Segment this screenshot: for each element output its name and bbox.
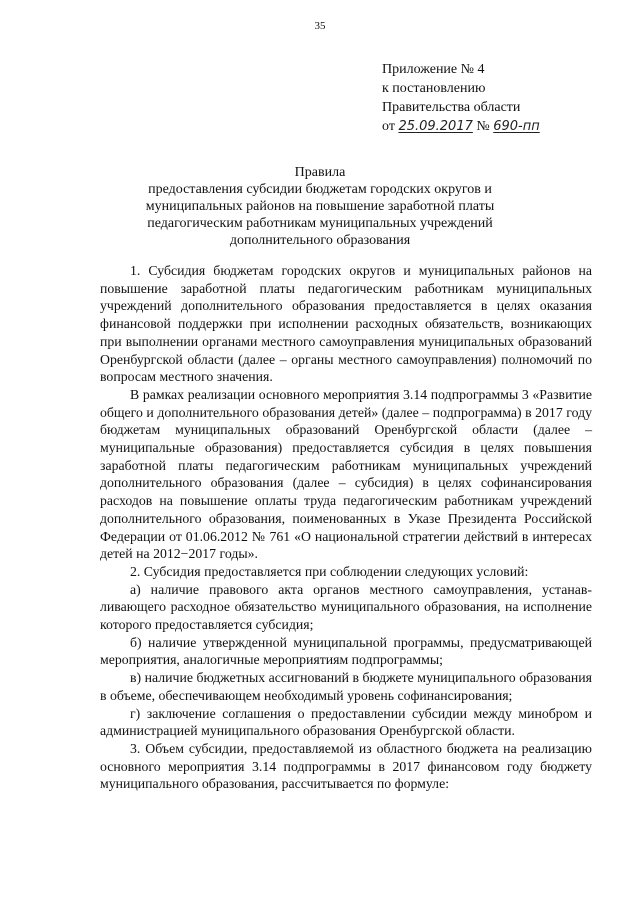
appendix-date-line (382, 117, 622, 136)
handwritten-date: 25.09.2017 (398, 119, 473, 134)
document-body (100, 262, 592, 793)
appendix-authority: Правительства области (382, 100, 521, 115)
title-line: предоставления субсидии бюджетам городских округов и (148, 182, 492, 197)
paragraph-1: 1. Субсидия бюджетам городских округов и муниципальных районов на повышение заработной платы педагогическим работникам муниципальных учреждений дополнительного образования предоставляется в целях оказания финансовой поддержки при исполнении расходных обязательств, возникающих при выполнении органами местного самоуправления муниципальных образований Оренбургской области (далее – органы местного самоуправления) полномочий по вопросам местного значения. (100, 263, 592, 385)
document-title (120, 164, 520, 249)
condition-c: в) наличие бюджетных ассигнований в бюджете муниципального образования в объеме, обеспечивающем необходимый уровень софинансирования; (100, 670, 592, 703)
paragraph-4: 3. Объем субсидии, предоставляемой из областного бюджета на реализацию основного мероприятия 3.14 подпрограммы в 2017 финансовом году бюджету муниципального образования, рассчитывается по формуле: (100, 740, 592, 792)
title-line: педагогическим работникам муниципальных учреждений (147, 216, 493, 231)
number-prefix: № (476, 119, 490, 134)
title-line: дополнительного образования (229, 233, 411, 248)
page-number: 35 (314, 20, 326, 32)
title-heading: Правила (294, 165, 346, 180)
condition-d: г) заключение соглашения о предоставлении субсидии между минобром и администрацией муниципального образования Оренбургской области. (100, 705, 592, 739)
paragraph-2: В рамках реализации основного мероприятия 3.14 подпрограммы 3 «Развитие общего и дополнительного образования детей» (далее – подпрограмма) в 2017 году бюджетам муниципальных образований Оренбургской области (далее – муниципальные образования) предоставляется субсидия в целях повышения заработной платы педагогическим работникам муниципальных учреждений дополнительного образования (далее – субсидия) в целях софинансирования расходов на повышение оплаты труда педагогическим работникам учреждений дополнительного образования, поименованных в Указе Президента Российской Федерации от 01.06.2012 № 761 «О национальной стратегии действий в интересах детей на 2012−2017 годы». (100, 386, 592, 562)
paragraph-3: 2. Субсидия предоставляется при соблюдении следующих условий: (130, 563, 529, 579)
appendix-reference: к постановлению (382, 81, 486, 96)
appendix-block (382, 60, 622, 136)
handwritten-number: 690-пп (493, 119, 540, 134)
title-line: муниципальных районов на повышение заработной платы (145, 199, 495, 214)
appendix-number: Приложение № 4 (382, 62, 485, 77)
date-prefix: от (382, 119, 395, 134)
condition-b: б) наличие утвержденной муниципальной программы, предусматривающей мероприятия, аналогичные мероприятиям подпрограммы; (100, 634, 592, 668)
condition-a: а) наличие правового акта органов местного самоуправления, устанавливающего расходное обязательство муниципального образования, на исполнение которого предоставляется субсидия; (100, 581, 592, 633)
